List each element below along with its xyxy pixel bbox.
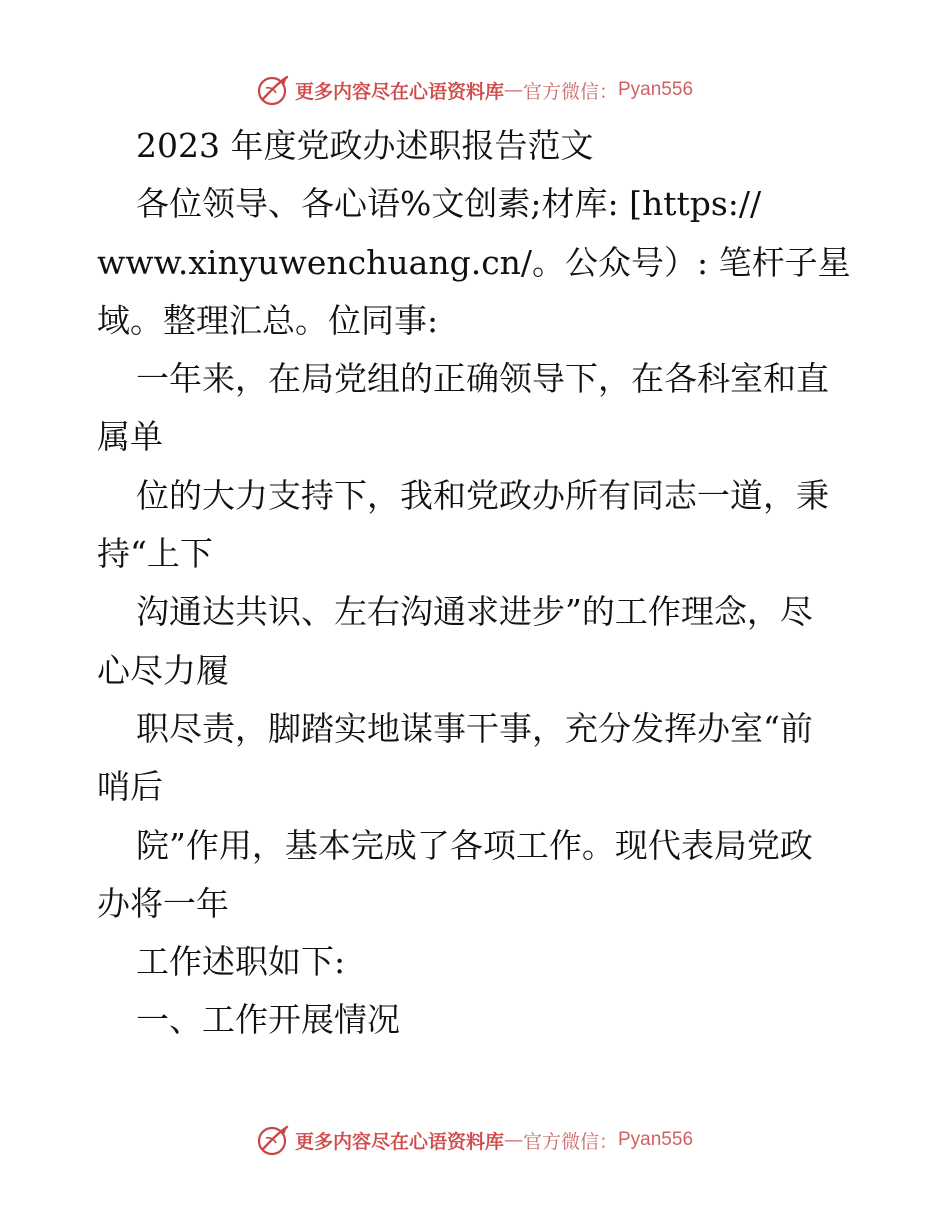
paragraph-line: 各位领导、各心语%文创素;材库: [https://: [136, 184, 762, 224]
watermark-header: [0, 70, 950, 110]
paragraph-line: 心尽力履: [97, 650, 229, 690]
watermark-footer: [0, 1120, 950, 1160]
watermark-text: 更多内容尽在心语资料库: [294, 1130, 504, 1153]
document-title: 2023 年度党政办述职报告范文: [136, 126, 594, 165]
watermark-label: 官方微信：: [522, 1130, 618, 1153]
paragraph-line: 域。整理汇总。位同事:: [97, 300, 439, 340]
paragraph-line: 工作述职如下:: [136, 942, 346, 982]
paragraph-line: 办将一年: [97, 883, 229, 923]
watermark-text: 更多内容尽在心语资料库: [294, 80, 504, 103]
watermark-id: Pyan556: [618, 79, 694, 100]
watermark-separator: —: [503, 1129, 523, 1151]
paragraph-line: 哨后: [97, 767, 163, 807]
paragraph-line: 属单: [97, 417, 163, 457]
watermark-separator: —: [503, 79, 523, 101]
paragraph-line: 位的大力支持下，我和党政办所有同志一道，秉: [136, 475, 829, 515]
paragraph-line: 持“上下: [97, 534, 213, 574]
watermark-label: 官方微信：: [522, 80, 618, 103]
paragraph-line: 职尽责，脚踏实地谋事干事，充分发挥办室“前: [136, 708, 813, 748]
pen-logo-icon: [257, 1123, 291, 1157]
paragraph-line: www.xinyuwenchuang.cn/。公众号）: 笔杆子星: [97, 242, 851, 282]
section-heading: 一、工作开展情况: [136, 1000, 400, 1040]
pen-logo-icon: [257, 73, 291, 107]
watermark-id: Pyan556: [618, 1129, 694, 1150]
paragraph-line: 一年来，在局党组的正确领导下，在各科室和直: [136, 359, 829, 399]
document-body: [97, 117, 857, 1050]
paragraph-line: 院”作用，基本完成了各项工作。现代表局党政: [136, 825, 813, 865]
paragraph-line: 沟通达共识、左右沟通求进步”的工作理念，尽: [136, 592, 813, 632]
